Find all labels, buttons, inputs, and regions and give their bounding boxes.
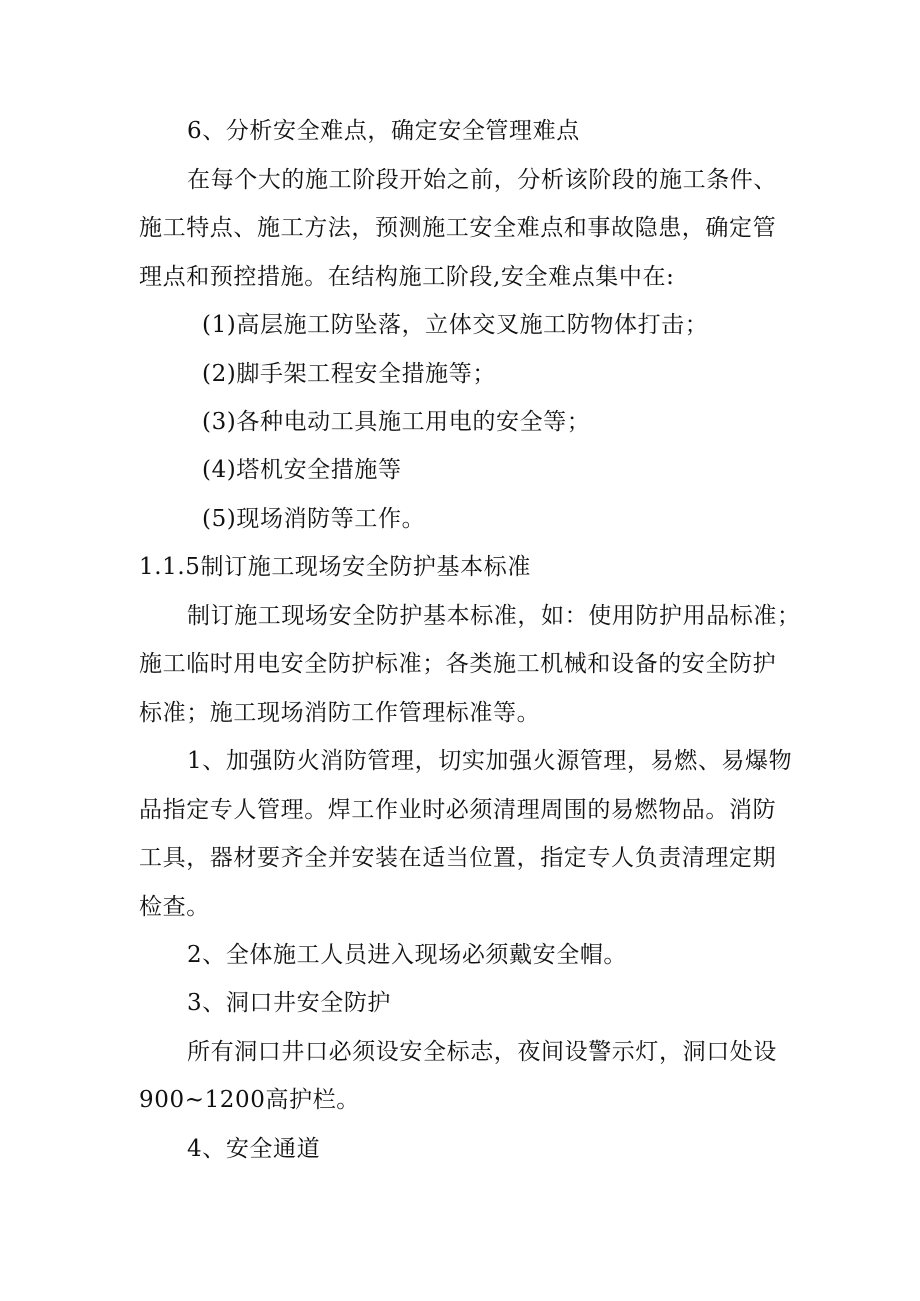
heading-6-safety-difficulties: 6、分析安全难点，确定安全管理难点	[187, 118, 580, 144]
paragraph-line: 品指定专人管理。焊工作业时必须清理周围的易燃物品。消防	[139, 797, 777, 823]
item-3-opening-protection: 3、洞口井安全防护	[187, 990, 392, 1016]
paragraph-line: 施工临时用电安全防护标准；各类施工机械和设备的安全防护	[139, 651, 777, 677]
paragraph-line: 所有洞口井口必须设安全标志，夜间设警示灯，洞口处设	[187, 1039, 777, 1065]
item-2-safety-helmet: 2、全体施工人员进入现场必须戴安全帽。	[187, 942, 628, 968]
paragraph-line: 检查。	[139, 894, 210, 920]
paragraph-line: 工具，器材要齐全并安装在适当位置，指定专人负责清理定期	[139, 845, 777, 871]
list-item-2: (2)脚手架工程安全措施等；	[202, 361, 496, 387]
paragraph-line: 制订施工现场安全防护基本标准，如：使用防护用品标准；	[187, 603, 801, 629]
paragraph-line: 在每个大的施工阶段开始之前，分析该阶段的施工条件、	[187, 167, 777, 193]
paragraph-line: 标准；施工现场消防工作管理标准等。	[139, 700, 541, 726]
paragraph-line: 施工特点、施工方法，预测施工安全难点和事故隐患，确定管	[139, 215, 777, 241]
paragraph-line: 900~1200高护栏。	[139, 1087, 360, 1113]
paragraph-line: 理点和预控措施。在结构施工阶段,安全难点集中在:	[139, 264, 675, 290]
section-heading-1-1-5: 1.1.5制订施工现场安全防护基本标准	[139, 554, 531, 580]
list-item-3: (3)各种电动工具施工用电的安全等；	[202, 409, 591, 435]
item-1-fire-management: 1、加强防火消防管理，切实加强火源管理，易燃、易爆物	[187, 748, 793, 774]
list-item-1: (1)高层施工防坠落，立体交叉施工防物体打击；	[202, 312, 709, 338]
item-4-safety-passage: 4、安全通道	[187, 1136, 321, 1162]
list-item-4: (4)塔机安全措施等	[202, 457, 402, 483]
list-item-5: (5)现场消防等工作。	[202, 506, 426, 532]
